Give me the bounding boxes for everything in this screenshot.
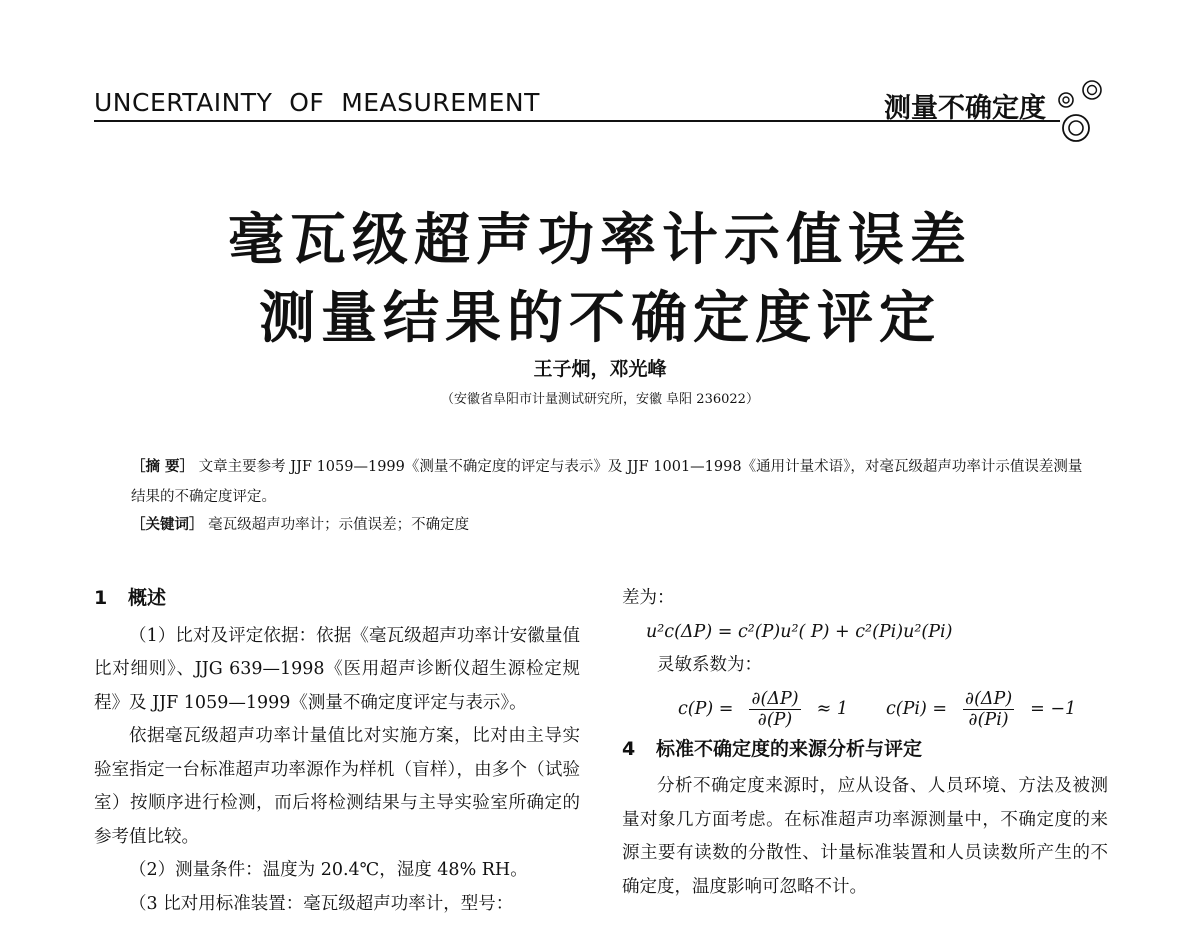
sens2-numerator: ∂(ΔP) — [965, 689, 1013, 709]
keywords — [131, 513, 1091, 534]
section-1-number: 1 — [94, 587, 108, 609]
paper-title-line-1: 毫瓦级超声功率计示值误差 — [228, 208, 972, 273]
header-rule — [94, 120, 1060, 122]
circles-ornament-icon — [1054, 78, 1114, 148]
sens1-numerator: ∂(ΔP) — [751, 689, 799, 709]
section-4-title: 标准不确定度的来源分析与评定 — [656, 737, 923, 760]
sens1-rhs: ≈ 1 — [816, 698, 848, 719]
sensitivity-equations — [678, 687, 1108, 733]
sens1-fraction — [749, 689, 800, 730]
keywords-text: 毫瓦级超声功率计；示值误差；不确定度 — [208, 517, 470, 533]
sens2-denominator: ∂(Pi) — [968, 710, 1009, 730]
section-1-para-3: （2）测量条件：温度为 20.4℃，湿度 48% RH。 — [129, 860, 528, 880]
sens2-lhs: c(Pi) = — [885, 698, 948, 719]
section-4-para-1: 分析不确定度来源时，应从设备、人员环境、方法及被测量对象几方面考虑。在标准超声功率源测量中，不确定度的来源主要有读数的分散性、计量标准装置和人员读数所产生的不确定度，温度影响可忽略不计。 — [622, 776, 1108, 897]
sens1-denominator: ∂(P) — [757, 710, 793, 730]
section-1-title: 概述 — [128, 587, 167, 609]
running-header-english: UNCERTAINTY OF MEASUREMENT — [94, 88, 540, 117]
paper-title-line-2: 测量结果的不确定度评定 — [259, 286, 941, 351]
section-4-heading — [622, 733, 1108, 767]
section-1-para-1: （1）比对及评定依据：依据《毫瓦级超声功率计安徽量值比对细则》、JJG 639—1998《医用超声诊断仪超生源检定规程》及 JJF 1059—1999《测量不确定度评定与表示》。 — [94, 625, 580, 713]
keywords-label: ［关键词］ — [131, 516, 204, 533]
sens2-rhs: = −1 — [1030, 698, 1077, 719]
authors: 王子炯，邓光峰 — [533, 358, 667, 380]
sensitivity-label: 灵敏系数为： — [657, 655, 762, 675]
section-1-para-4: （3 比对用标准装置：毫瓦级超声功率计，型号： — [129, 893, 514, 914]
section-1-para-2: 依据毫瓦级超声功率计量值比对实施方案，比对由主导实验室指定一台标准超声功率源作为样机（盲样），由多个（试验室）按顺序进行检测，而后将检测结果与主导实验室所确定的参考值比较。 — [94, 726, 580, 847]
right-column — [622, 582, 1108, 904]
running-header-chinese: 测量不确定度 — [884, 93, 1046, 124]
abstract — [131, 452, 1091, 512]
right-lead-text: 差为： — [622, 588, 675, 608]
affiliation: （安徽省阜阳市计量测试研究所，安徽 阜阳 236022） — [441, 392, 759, 407]
left-column — [94, 582, 580, 921]
combined-uncertainty-equation: u²c(ΔP) = c²(P)u²( P) + c²(Pi)u²(Pi) — [646, 621, 953, 642]
sens1-lhs: c(P) = — [678, 698, 734, 719]
section-1-heading — [94, 582, 580, 616]
abstract-label: ［摘 要］ — [131, 458, 195, 475]
sens2-fraction — [963, 689, 1014, 730]
abstract-text: 文章主要参考 JJF 1059—1999《测量不确定度的评定与表示》及 JJF 1001—1998《通用计量术语》，对毫瓦级超声功率计示值误差测量结果的不确定度评定。 — [131, 459, 1083, 505]
section-4-number: 4 — [622, 737, 636, 760]
